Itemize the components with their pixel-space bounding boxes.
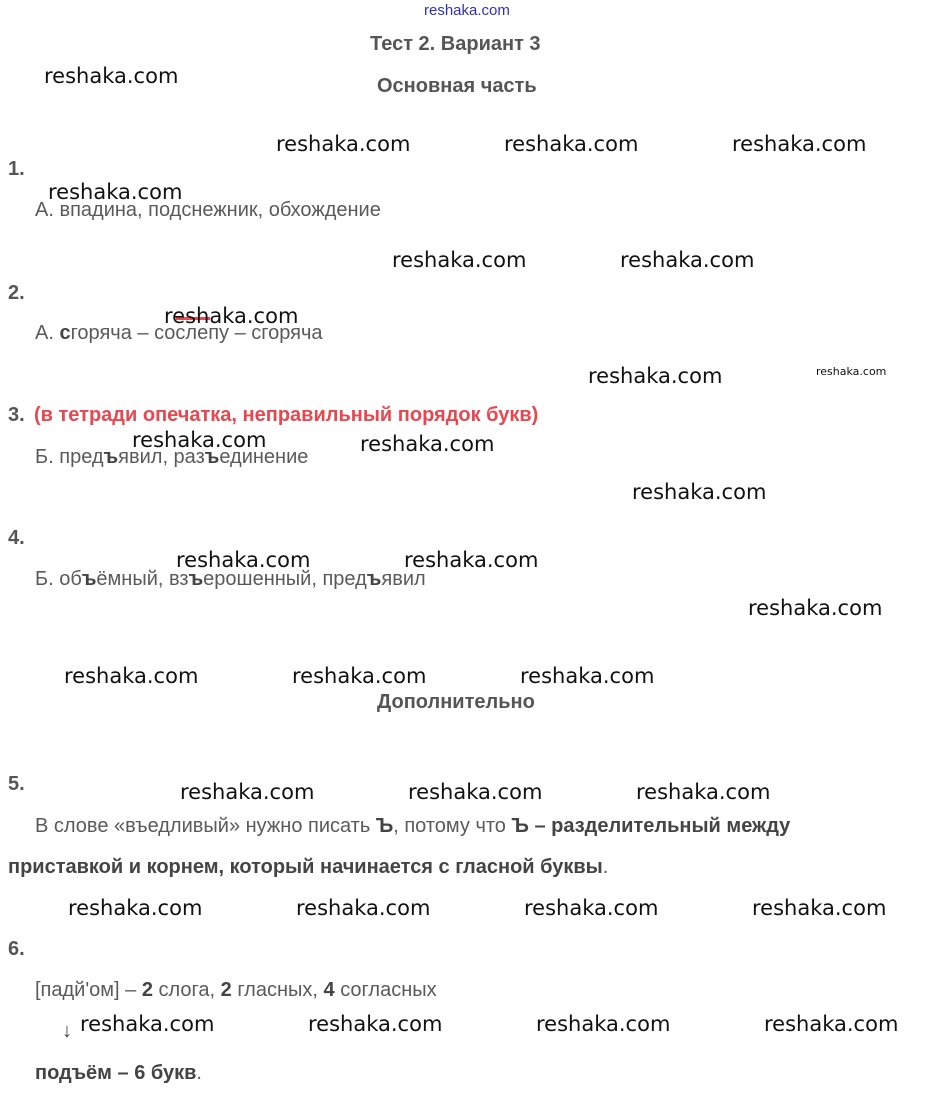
question-6-transcription xyxy=(35,979,437,1002)
question-6-result xyxy=(35,1062,202,1085)
watermark[interactable]: reshaka.com xyxy=(636,780,771,804)
watermark[interactable]: reshaka.com xyxy=(732,132,867,156)
q4-part-1: Б. об xyxy=(35,568,82,590)
watermark[interactable]: reshaka.com xyxy=(292,664,427,688)
watermark[interactable]: reshaka.com xyxy=(504,132,639,156)
q3-part-1: Б. пред xyxy=(35,446,104,468)
q6-bold-1: 2 xyxy=(141,979,153,1001)
watermark[interactable]: reshaka.com xyxy=(296,896,431,920)
question-3-note: (в тетради опечатка, неправильный порядок букв) xyxy=(34,404,539,426)
test-title: Тест 2. Вариант 3 xyxy=(370,33,541,55)
watermark[interactable]: reshaka.com xyxy=(308,1012,443,1036)
q5-bold-line-2: приставкой и корнем, который начинается с гласной буквы xyxy=(8,856,603,878)
q5-bold-2: Ъ – разделительный между xyxy=(511,815,791,837)
q6-bold-2: 2 xyxy=(220,979,232,1001)
watermark[interactable]: reshaka.com xyxy=(80,1012,215,1036)
q6-text-4: согласных xyxy=(334,979,437,1001)
watermark[interactable]: reshaka.com xyxy=(588,364,723,388)
watermark[interactable]: reshaka.com xyxy=(44,64,179,88)
q5-line-2-end: . xyxy=(602,856,609,878)
watermark[interactable]: reshaka.com xyxy=(620,248,755,272)
question-1-number: 1. xyxy=(8,158,25,180)
watermark[interactable]: reshaka.com xyxy=(748,596,883,620)
q3-bold-2: ъ xyxy=(204,446,220,468)
watermark[interactable]: reshaka.com xyxy=(764,1012,899,1036)
watermark-small[interactable]: reshaka.com xyxy=(816,365,887,378)
q4-bold-2: ъ xyxy=(188,568,204,590)
q4-part-2: ёмный, вз xyxy=(96,568,189,590)
down-arrow-icon: ↓ xyxy=(62,1020,72,1042)
watermark[interactable]: reshaka.com xyxy=(536,1012,671,1036)
watermark[interactable]: reshaka.com xyxy=(360,432,495,456)
q5-bold-1: Ъ xyxy=(375,815,394,837)
question-3-number: 3. xyxy=(8,404,25,426)
section-title-main: Основная часть xyxy=(377,75,537,97)
q6-text-3: гласных, xyxy=(231,979,324,1001)
watermark[interactable]: reshaka.com xyxy=(132,428,267,452)
watermark[interactable]: reshaka.com xyxy=(180,780,315,804)
q6-text-2: слога, xyxy=(152,979,221,1001)
q6-bold-3: 4 xyxy=(323,979,335,1001)
watermark-top[interactable]: reshaka.com xyxy=(424,2,510,19)
q4-bold-1: ъ xyxy=(81,568,97,590)
watermark[interactable]: reshaka.com xyxy=(520,664,655,688)
q2-bold-letter: с xyxy=(59,322,71,344)
watermark[interactable]: reshaka.com xyxy=(176,548,311,572)
q3-part-2: явил, раз xyxy=(118,446,205,468)
q2-prefix: А. xyxy=(35,322,60,344)
q6-result-bold: подъём – 6 букв xyxy=(35,1062,197,1084)
q2-rest: горяча – сослепу – сгоряча xyxy=(70,322,323,344)
q6-result-end: . xyxy=(196,1062,202,1084)
watermark[interactable]: reshaka.com xyxy=(524,896,659,920)
q5-text-2: , потому что xyxy=(393,815,512,837)
q3-bold-1: ъ xyxy=(103,446,119,468)
q3-part-3: единение xyxy=(219,446,309,468)
section-title-extra: Дополнительно xyxy=(377,691,535,713)
watermark[interactable]: reshaka.com xyxy=(404,548,539,572)
question-1-answer: А. впадина, подснежник, обхождение xyxy=(35,199,381,221)
question-2-number: 2. xyxy=(8,282,25,304)
watermark[interactable]: reshaka.com xyxy=(68,896,203,920)
question-6-number: 6. xyxy=(8,938,25,960)
q6-text-1: [падй'ом] – xyxy=(35,979,142,1001)
watermark[interactable]: reshaka.com xyxy=(392,248,527,272)
question-5-number: 5. xyxy=(8,773,25,795)
watermark[interactable]: reshaka.com xyxy=(408,780,543,804)
q4-bold-3: ъ xyxy=(366,568,382,590)
question-4-number: 4. xyxy=(8,527,25,549)
q4-part-4: явил xyxy=(381,568,426,590)
watermark[interactable]: reshaka.com xyxy=(276,132,411,156)
q5-text-1: В слове «въедливый» нужно писать xyxy=(35,815,376,837)
watermark[interactable]: reshaka.com xyxy=(64,664,199,688)
watermark[interactable]: reshaka.com xyxy=(632,480,767,504)
watermark[interactable]: reshaka.com xyxy=(164,304,299,328)
q4-part-3: ерошенный, пред xyxy=(203,568,367,590)
question-5-line-1 xyxy=(35,815,790,838)
watermark[interactable]: reshaka.com xyxy=(752,896,887,920)
watermark[interactable]: reshaka.com xyxy=(48,180,183,204)
question-5-line-2 xyxy=(8,856,608,879)
